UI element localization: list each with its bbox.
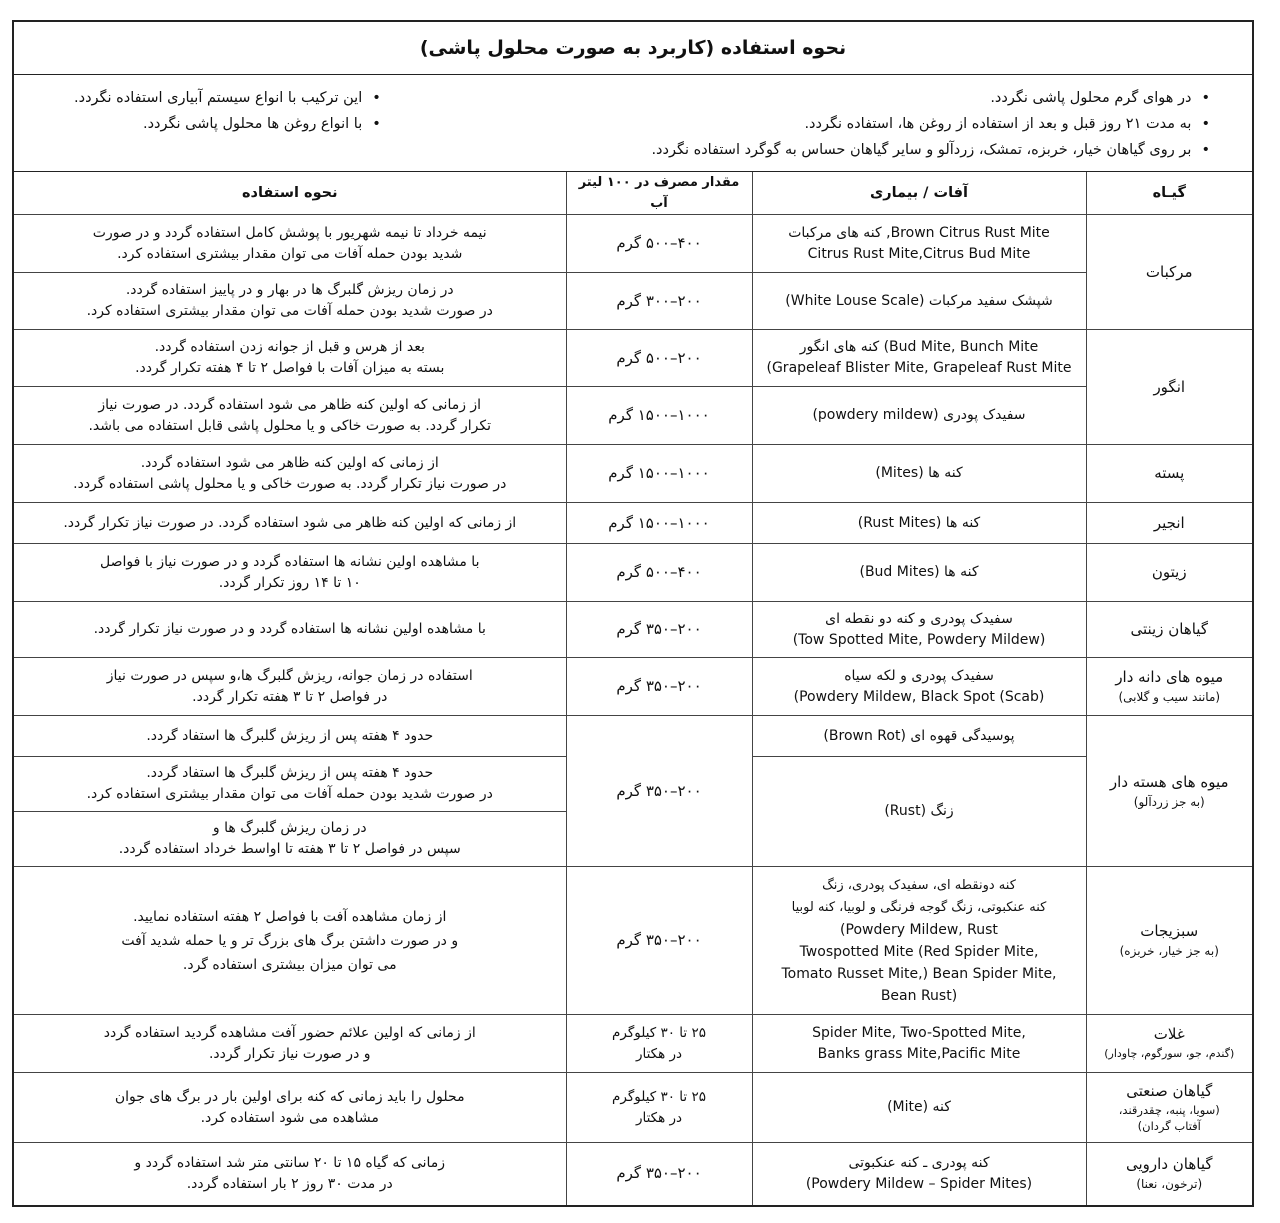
plant-cell: مرکبات: [1086, 215, 1252, 330]
table-row: [14, 387, 1252, 445]
table-row: [14, 1015, 1252, 1073]
dose-cell: ۲۵ تا ۳۰ کیلوگرم در هکتار: [566, 1073, 752, 1143]
table-row: [14, 716, 1252, 757]
method-cell: نیمه خرداد تا نیمه شهریور با پوشش کامل استفاده گردد و در صورت شدید بودن حمله آفات می توان مقدار بیشتری استفاده کرد.: [14, 215, 566, 273]
method-cell: استفاده در زمان جوانه، ریزش گلبرگ ها،و سپس در صورت نیاز در فواصل ۲ تا ۳ هفته تکرار گردد.: [14, 658, 566, 716]
note-item: • به مدت ۲۱ روز قبل و بعد از استفاده از روغن ها، استفاده نگردد.: [651, 111, 1210, 137]
pest-cell: کنه ها (Mites): [752, 445, 1086, 503]
plant-cell: میوه های دانه دار (مانند سیب و گلابی): [1086, 658, 1252, 716]
dose-cell: ۲۰۰–۳۵۰ گرم: [566, 658, 752, 716]
table-row: [14, 1073, 1252, 1143]
table-row: [14, 658, 1252, 716]
dose-cell: ۱۰۰۰–۱۵۰۰ گرم: [566, 503, 752, 544]
table-row: [14, 215, 1252, 273]
dose-cell: ۲۰۰–۳۰۰ گرم: [566, 273, 752, 330]
method-cell: حدود ۴ هفته پس از ریزش گلبرگ ها استفاد گردد.: [14, 716, 566, 757]
note-item: • با انواع روغن ها محلول پاشی نگردد.: [74, 111, 381, 137]
pest-cell: پوسیدگی قهوه ای (Brown Rot): [752, 716, 1086, 757]
dose-cell: ۴۰۰–۵۰۰ گرم: [566, 544, 752, 602]
method-cell: در زمان ریزش گلبرگ ها و سپس در فواصل ۲ تا ۳ هفته تا اواسط خرداد استفاده گردد.: [14, 812, 566, 867]
dose-cell: ۲۰۰–۳۵۰ گرم: [566, 867, 752, 1015]
pest-cell: کنه پودری ـ کنه عنکبوتی (Powdery Mildew – Spider Mites): [752, 1143, 1086, 1205]
dose-cell: ۲۵ تا ۳۰ کیلوگرم در هکتار: [566, 1015, 752, 1073]
dose-cell: ۱۰۰۰–۱۵۰۰ گرم: [566, 387, 752, 445]
header-method: نحوه استفاده: [14, 172, 566, 215]
note-item: • بر روی گیاهان خیار، خربزه، تمشک، زردآلو و سایر گیاهان حساس به گوگرد استفاده نگردد.: [651, 137, 1210, 163]
note-item: • این ترکیب با انواع سیستم آبیاری استفاده نگردد.: [74, 85, 381, 111]
pest-cell: Spider Mite, Two-Spotted Mite, Banks grass Mite,Pacific Mite: [752, 1015, 1086, 1073]
table-row: [14, 867, 1252, 1015]
plant-cell: پسته: [1086, 445, 1252, 503]
notes-right-column: [651, 85, 1210, 163]
dose-cell: ۴۰۰–۵۰۰ گرم: [566, 215, 752, 273]
method-cell: از زمانی که اولین کنه ظاهر می شود استفاده گردد. در صورت نیاز تکرار گردد. به صورت خاکی و یا محلول پاشی قابل استفاده می باشد.: [14, 387, 566, 445]
dose-cell: ۲۰۰–۵۰۰ گرم: [566, 330, 752, 387]
plant-cell: زیتون: [1086, 544, 1252, 602]
method-cell: از زمان مشاهده آفت با فواصل ۲ هفته استفاده نمایید. و در صورت داشتن برگ های بزرگ تر و یا حمله شدید آفت می توان میزان بیشتری استفاده گرد.: [14, 867, 566, 1015]
plant-cell: گیاهان صنعتی (سویا، پنبه، چقدرقند، آفتاب گردان): [1086, 1073, 1252, 1143]
notes-section: [14, 75, 1252, 172]
table-row: [14, 330, 1252, 387]
pest-cell: کنه های انگور (Bud Mite, Bunch Mite (Grapeleaf Blister Mite, Grapeleaf Rust Mite: [752, 330, 1086, 387]
method-cell: از زمانی که اولین کنه ظاهر می شود استفاده گردد. در صورت نیاز تکرار گردد.: [14, 503, 566, 544]
method-cell: با مشاهده اولین نشانه ها استفاده گردد و در صورت نیاز با فواصل ۱۰ تا ۱۴ روز تکرار گردد.: [14, 544, 566, 602]
table-row: [14, 445, 1252, 503]
table-header-row: [14, 172, 1252, 215]
dose-cell: ۲۰۰–۳۵۰ گرم: [566, 716, 752, 867]
pest-cell: سفیدک پودری (powdery mildew): [752, 387, 1086, 445]
header-dose: مقدار مصرف در ۱۰۰ لیتر آب: [566, 172, 752, 215]
plant-cell: گیاهان دارویی (ترخون، نعنا): [1086, 1143, 1252, 1205]
method-cell: بعد از هرس و قبل از جوانه زدن استفاده گردد. بسته به میزان آفات با فواصل ۲ تا ۴ هفته تکرار گردد.: [14, 330, 566, 387]
table-row: [14, 602, 1252, 658]
pest-cell: سفیدک پودری و لکه سیاه (Powdery Mildew, Black Spot (Scab): [752, 658, 1086, 716]
pest-cell: کنه (Mite): [752, 1073, 1086, 1143]
plant-cell: میوه های هسته دار (به جز زردآلو): [1086, 716, 1252, 867]
plant-cell: انجیر: [1086, 503, 1252, 544]
table-row: [14, 544, 1252, 602]
dose-cell: ۱۰۰۰–۱۵۰۰ گرم: [566, 445, 752, 503]
pest-cell: کنه دونقطه ای، سفیدک پودری، زنگ کنه عنکبوتی، زنگ گوجه فرنگی و لوبیا، کنه لوبیا (Powdery Mildew, Rust Twospotted Mite (Red Spider Mite, Tomato Russet Mite,) Bean Spider Mite, Bean Rust): [752, 867, 1086, 1015]
method-cell: از زمانی که اولین علائم حضور آفت مشاهده گردید استفاده گردد و در صورت نیاز تکرار گردد.: [14, 1015, 566, 1073]
pest-cell: زنگ (Rust): [752, 757, 1086, 867]
dose-cell: ۲۰۰–۳۵۰ گرم: [566, 1143, 752, 1205]
usage-table: [14, 172, 1252, 1205]
plant-cell: غلات (گندم، جو، سورگوم، چاودار): [1086, 1015, 1252, 1073]
dose-cell: ۲۰۰–۳۵۰ گرم: [566, 602, 752, 658]
header-plant: گیـاه: [1086, 172, 1252, 215]
note-item: • در هوای گرم محلول پاشی نگردد.: [651, 85, 1210, 111]
document-title: نحوه استفاده (کاربرد به صورت محلول پاشی): [14, 22, 1252, 75]
document-sheet: [12, 20, 1254, 1207]
method-cell: از زمانی که اولین کنه ظاهر می شود استفاده گردد. در صورت نیاز تکرار گردد. به صورت خاکی و یا محلول پاشی استفاده گردد.: [14, 445, 566, 503]
table-row: [14, 273, 1252, 330]
pest-cell: شپشک سفید مرکبات (White Louse Scale): [752, 273, 1086, 330]
plant-cell: گیاهان زینتی: [1086, 602, 1252, 658]
pest-cell: کنه ها (Rust Mites): [752, 503, 1086, 544]
method-cell: حدود ۴ هفته پس از ریزش گلبرگ ها استفاد گردد. در صورت شدید بودن حمله آفات می توان مقدار بیشتری استفاده کرد.: [14, 757, 566, 812]
method-cell: در زمان ریزش گلبرگ ها در بهار و در پاییز استفاده گردد. در صورت شدید بودن حمله آفات می توان مقدار بیشتری استفاده کرد.: [14, 273, 566, 330]
plant-cell: سبزیجات (به جز خیار، خربزه): [1086, 867, 1252, 1015]
header-pest: آفات / بیماری: [752, 172, 1086, 215]
table-row: [14, 1143, 1252, 1205]
pest-cell: کنه ها (Bud Mites): [752, 544, 1086, 602]
method-cell: محلول را باید زمانی که کنه برای اولین بار در برگ های جوان مشاهده می شود استفاده کرد.: [14, 1073, 566, 1143]
plant-cell: انگور: [1086, 330, 1252, 445]
method-cell: زمانی که گیاه ۱۵ تا ۲۰ سانتی متر شد استفاده گردد و در مدت ۳۰ روز ۲ بار استفاده گردد.: [14, 1143, 566, 1205]
table-row: [14, 503, 1252, 544]
pest-cell: کنه های مرکبات ,Brown Citrus Rust Mite Citrus Rust Mite,Citrus Bud Mite: [752, 215, 1086, 273]
notes-left-column: [74, 85, 381, 137]
method-cell: با مشاهده اولین نشانه ها استفاده گردد و در صورت نیاز تکرار گردد.: [14, 602, 566, 658]
pest-cell: سفیدک پودری و کنه دو نقطه ای (Tow Spotted Mite, Powdery Mildew): [752, 602, 1086, 658]
